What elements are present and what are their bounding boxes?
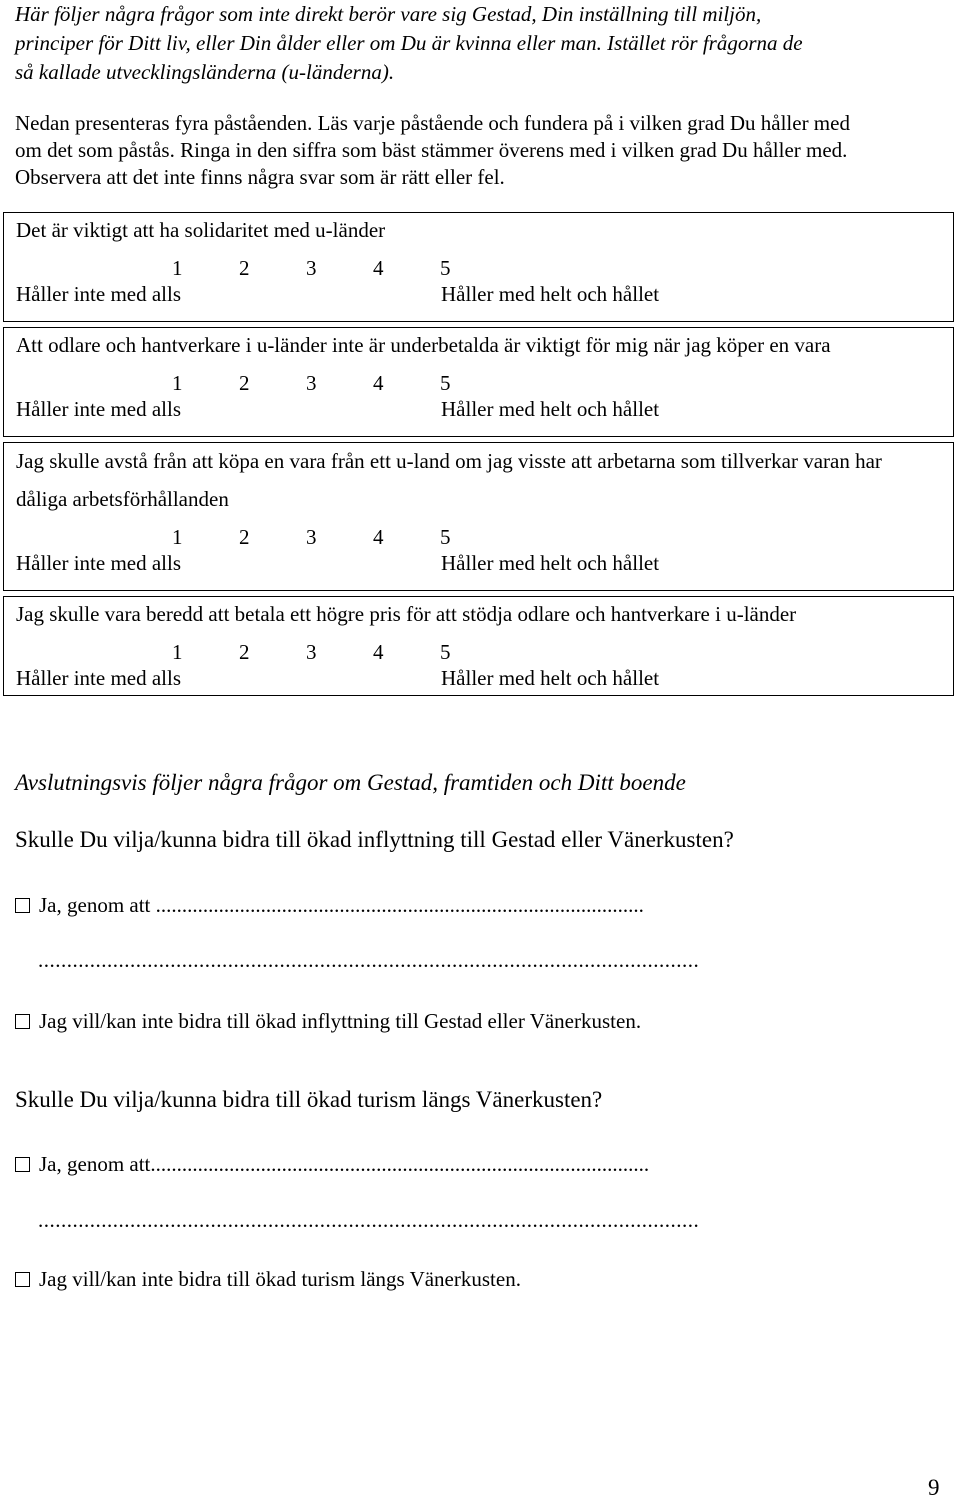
rating-option-3[interactable]: 3 [306,525,317,549]
answer-line[interactable]: ................................................................................................................... [38,1208,700,1232]
option-no-turism[interactable] [15,1267,521,1292]
scale-left-label: Håller inte med alls [16,551,182,575]
statement-text: Jag skulle avstå från att köpa en vara från ett u-land om jag visste att arbetarna som tillverkar varan har [16,449,882,473]
rating-option-5[interactable]: 5 [440,371,451,395]
rating-option-1[interactable]: 1 [172,256,183,280]
answer-line[interactable]: ................................................................................................................... [38,948,700,972]
scale-right-label: Håller med helt och hållet [441,666,660,690]
statement-text: Att odlare och hantverkare i u-länder inte är underbetalda är viktigt för mig när jag köper en vara [16,333,831,357]
statement-text: Jag skulle vara beredd att betala ett högre pris för att stödja odlare och hantverkare i u-länder [16,602,797,626]
option-yes-inflyttning[interactable] [15,893,644,918]
question-turism: Skulle Du vilja/kunna bidra till ökad turism längs Vänerkusten? [15,1087,603,1112]
rating-option-3[interactable]: 3 [306,256,317,280]
checkbox[interactable] [15,1272,30,1287]
rating-scale [172,371,507,396]
rating-option-2[interactable]: 2 [239,525,250,549]
page-number: 9 [928,1475,940,1500]
rating-option-3[interactable]: 3 [306,371,317,395]
statement-text: Det är viktigt att ha solidaritet med u-länder [16,218,386,242]
scale-right-label: Håller med helt och hållet [441,551,660,575]
rating-option-5[interactable]: 5 [440,640,451,664]
intro-italic-text [15,0,950,87]
intro-line: Här följer några frågor som inte direkt berör vare sig Gestad, Din inställning till miljön, [15,2,762,26]
rating-option-1[interactable]: 1 [172,640,183,664]
rating-option-4[interactable]: 4 [373,640,384,664]
scale-left-label: Håller inte med alls [16,282,182,306]
question-inflyttning: Skulle Du vilja/kunna bidra till ökad inflyttning till Gestad eller Vänerkusten? [15,827,734,852]
instructions-line: Observera att det inte finns några svar som är rätt eller fel. [15,165,505,189]
scale-left-label: Håller inte med alls [16,666,182,690]
option-label: Jag vill/kan inte bidra till ökad inflyttning till Gestad eller Vänerkusten. [39,1009,642,1033]
rating-option-2[interactable]: 2 [239,371,250,395]
scale-left-label: Håller inte med alls [16,397,182,421]
statement-box-3 [3,442,954,591]
scale-right-label: Håller med helt och hållet [441,397,660,421]
instructions-text [15,110,950,191]
checkbox[interactable] [15,898,30,913]
rating-option-4[interactable]: 4 [373,371,384,395]
checkbox[interactable] [15,1157,30,1172]
option-no-inflyttning[interactable] [15,1009,641,1034]
rating-option-1[interactable]: 1 [172,371,183,395]
intro-line: principer för Ditt liv, eller Din ålder eller om Du är kvinna eller man. Istället rör frågorna de [15,31,803,55]
statement-text: dåliga arbetsförhållanden [16,487,229,511]
rating-option-5[interactable]: 5 [440,256,451,280]
statement-box-2 [3,327,954,437]
rating-option-2[interactable]: 2 [239,640,250,664]
scale-right-label: Håller med helt och hållet [441,282,660,306]
checkbox[interactable] [15,1014,30,1029]
rating-scale [172,256,507,281]
option-yes-turism[interactable] [15,1152,649,1177]
rating-option-5[interactable]: 5 [440,525,451,549]
statement-box-4 [3,596,954,696]
intro-line: så kallade utvecklingsländerna (u-länderna). [15,60,395,84]
section-heading: Avslutningsvis följer några frågor om Gestad, framtiden och Ditt boende [15,770,686,795]
rating-option-4[interactable]: 4 [373,256,384,280]
rating-scale [172,640,507,665]
option-label: Ja, genom att ............................................................................................. [39,893,644,917]
rating-option-3[interactable]: 3 [306,640,317,664]
rating-scale [172,525,507,550]
statement-box-1 [3,212,954,322]
instructions-line: Nedan presenteras fyra påståenden. Läs varje påstående och fundera på i vilken grad Du håller med [15,111,850,135]
rating-option-1[interactable]: 1 [172,525,183,549]
instructions-line: om det som påstås. Ringa in den siffra som bäst stämmer överens med i vilken grad Du håller med. [15,138,848,162]
rating-option-4[interactable]: 4 [373,525,384,549]
option-label: Jag vill/kan inte bidra till ökad turism längs Vänerkusten. [39,1267,521,1291]
rating-option-2[interactable]: 2 [239,256,250,280]
option-label: Ja, genom att............................................................................................... [39,1152,650,1176]
